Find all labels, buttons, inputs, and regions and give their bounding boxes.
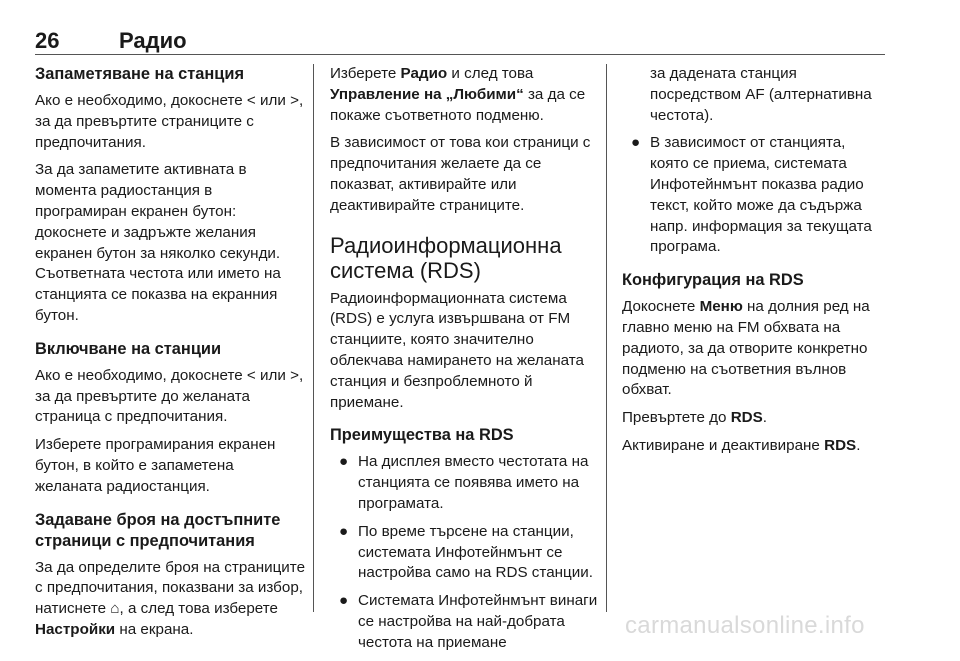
paragraph-open-menu: Докоснете Меню на долния ред на главно меню на FM обхвата на радиото, за да отворите конкретно подменю на съответния вълнов обхват. [622, 298, 870, 399]
settings-term: Настройки [35, 620, 116, 638]
list-item: ● Системата Инфотейнмънт винаги се настройва на най-добрата честота на приемане [339, 592, 598, 651]
chevron-right-icon: > [290, 92, 299, 109]
watermark: carmanualsonline.info [625, 612, 865, 639]
rds-term: RDS [824, 436, 857, 454]
chevron-left-icon: < [246, 92, 256, 109]
menu-term: Меню [699, 298, 743, 316]
paragraph-scroll-to-rds: Превъртете до RDS. [622, 409, 768, 427]
paragraph-toggle-rds: Активиране и деактивиране RDS. [622, 436, 861, 454]
bullet-icon: ● [631, 134, 641, 152]
column-3 [622, 64, 887, 464]
paragraph-scroll-favourites: Ако е необходимо, докоснете < или >, за да превъртите страниците с предпочитания. [35, 92, 304, 151]
paragraph-manage-favourites: Изберете Радио и след това Управление на „Любими“ за да се покаже съответното подменю. [330, 65, 586, 124]
radio-term: Радио [400, 65, 448, 82]
paragraph-activate-pages: В зависимост от това кои страници с предпочитания желаете да се показват, активирайте или деактивирайте страниците. [330, 134, 591, 214]
bullet-icon: ● [339, 453, 349, 471]
chevron-left-icon: < [246, 366, 256, 384]
list-item: ● В зависимост от станцията, която се приема, системата Инфотейнмънт показва радио текст, който може да съдържа напр. информация за текущата програма. [631, 134, 872, 256]
heading-favourite-pages-count: Задаване броя на достъпните страници с предпочитания [35, 510, 281, 550]
header-rule [35, 54, 885, 55]
chevron-right-icon: > [290, 366, 299, 384]
heading-rds-configuration: Конфигурация на RDS [622, 271, 804, 290]
column-divider-2 [606, 64, 607, 612]
manage-favourites-term: Управление на „Любими“ [330, 85, 524, 103]
bullet-icon: ● [339, 592, 349, 610]
paragraph-select-button: Изберете програмирания екранен бутон, в който е запаметена желаната радиостанция. [35, 436, 276, 495]
paragraph-scroll-to-page: Ако е необходимо, докоснете < или >, за да превъртите до желаната страница с предпочитания. [35, 366, 304, 426]
paragraph-store-instructions: За да запаметите активната в момента радиостанция в програмиран екранен бутон: докоснете и задръжте желания екранен бутон за няколко секунди. Съответната честота или името на станцията се показва на екранния бутон. [35, 161, 281, 324]
column-1 [35, 64, 305, 648]
rds-term: RDS [730, 409, 763, 427]
home-icon: ⌂ [110, 600, 120, 618]
page-number: 26 [35, 28, 60, 53]
column-divider-1 [313, 64, 314, 612]
rds-advantages-list [330, 452, 602, 653]
rds-advantages-list-continued [622, 133, 887, 258]
paragraph-rds-description: Радиоинформационната система (RDS) е услуга извършвана от FM станциите, която значително облекчава намирането на желаната станция и безпроблемното й приемане. [330, 289, 584, 411]
list-item-continuation: за дадената станция посредством AF (алтернативна честота). [650, 65, 872, 124]
paragraph-define-count: За да определите броя на страниците с предпочитания, показвани за избор, натиснете ⌂, а след това изберете Настройки на екрана. [35, 558, 306, 638]
page-header [35, 28, 885, 53]
page-title: Радио [119, 28, 187, 53]
heading-rds-advantages: Преимущества на RDS [330, 426, 514, 445]
heading-store-station: Запаметяване на станция [35, 65, 245, 83]
bullet-icon: ● [339, 522, 349, 540]
column-2 [330, 64, 602, 661]
heading-rds: Радиоинформационна система (RDS) [330, 232, 562, 283]
list-item: ● По време търсене на станции, системата Инфотейнмънт се настройва само на RDS станции. [339, 522, 593, 582]
heading-recall-stations: Включване на станции [35, 339, 222, 358]
list-item: ● На дисплея вместо честотата на станцията се появява името на програмата. [339, 453, 589, 512]
